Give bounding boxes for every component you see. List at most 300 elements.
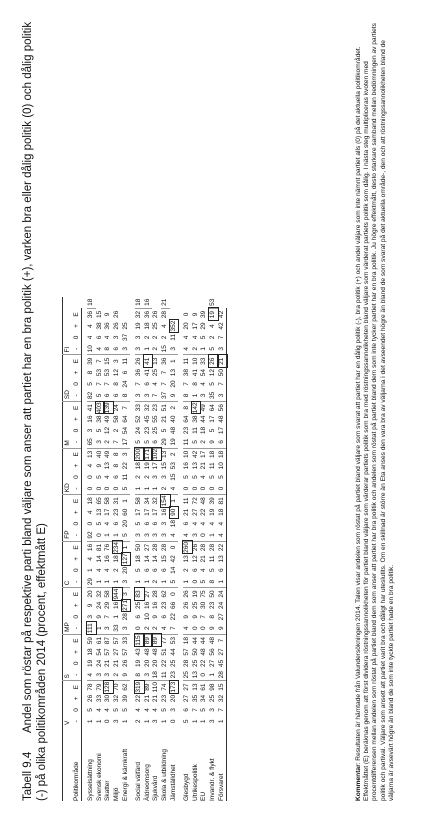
sub-header: - <box>73 576 82 588</box>
table-cell: 6 <box>191 568 199 573</box>
table-cell: 81 <box>95 543 103 552</box>
table-cell: 19 <box>209 308 218 320</box>
table-cell: 403 <box>95 402 103 414</box>
table-cell: 19 <box>208 508 216 516</box>
table-cell: 13 <box>183 555 191 563</box>
table-cell: 6 <box>104 390 113 402</box>
table-cell: 5 <box>121 708 129 712</box>
table-cell: 2 <box>152 335 160 340</box>
table-row <box>144 297 153 801</box>
sub-header: + <box>73 693 82 704</box>
table-cell: 3 <box>96 436 105 448</box>
sub-header: - <box>73 390 82 402</box>
table-row <box>152 297 161 801</box>
table-row <box>192 297 201 801</box>
table-cell: 2 <box>192 343 201 355</box>
table-cell: 4 <box>218 529 227 541</box>
sub-header: - <box>73 436 82 448</box>
table-cell: 6 <box>183 708 191 712</box>
table-cell: 5 <box>218 471 227 482</box>
area-label: Skatter <box>104 780 112 801</box>
table-cell: 27 <box>143 590 151 598</box>
table-row <box>87 297 96 801</box>
table-cell: 9 <box>218 622 227 634</box>
table-cell: 3 <box>112 359 120 364</box>
table-cell: 4 <box>191 521 199 526</box>
table-cell: 0 <box>192 483 201 495</box>
table-cell: 11 <box>183 436 192 448</box>
table-cell: 23 <box>143 426 151 435</box>
table-cell: 41 <box>191 368 199 377</box>
table-cell: 3 <box>135 529 144 541</box>
table-cell: 9 <box>191 614 199 619</box>
table-cell: 8 <box>183 405 191 410</box>
table-cell: 5 <box>170 576 179 588</box>
table-cell: 70 <box>112 683 120 691</box>
table-cell: 10 <box>87 343 96 355</box>
table-cell: 22 <box>200 508 208 516</box>
table-cell: 48 <box>200 497 208 505</box>
table-cell: 38 <box>95 415 103 423</box>
table-cell: 12 <box>208 368 216 377</box>
table-cell: 33 <box>200 357 208 365</box>
table-cell: 3 <box>135 343 144 355</box>
table-cell: 18 <box>152 669 161 681</box>
table-cell: 3 <box>218 390 227 402</box>
table-cell: 33 <box>113 622 122 634</box>
table-cell: 4 <box>143 708 151 712</box>
table-cell: 4 <box>183 622 192 634</box>
table-cell: 3 <box>208 719 216 724</box>
table-cell: 17 <box>208 415 216 423</box>
table-cell: 35 <box>209 390 218 402</box>
table-cell: 5 <box>183 475 191 479</box>
table-cell: 32 <box>95 590 103 598</box>
table-cell: 51 <box>160 648 168 656</box>
table-cell: 28 <box>121 613 129 621</box>
table-cell: 55 <box>152 415 160 423</box>
table-cell: 5 <box>192 436 201 448</box>
table-cell: 10 <box>218 460 227 471</box>
table-cell: 1 <box>87 568 95 573</box>
table-cell: 5 <box>96 390 105 402</box>
table-cell: 5 <box>135 436 144 448</box>
table-cell: 4 <box>87 557 95 561</box>
table-cell: 18 <box>143 322 151 330</box>
table-cell: 319 <box>135 681 143 693</box>
area-label: Svensk ekonomi <box>95 753 103 801</box>
table-cell: 2 <box>143 335 151 340</box>
sub-header: E <box>73 308 82 320</box>
table-cell: 28 <box>152 590 160 598</box>
table-cell: 41 <box>144 355 153 367</box>
table-cell: 24 <box>95 659 103 667</box>
table-cell: 22 <box>121 462 129 470</box>
table-cell: 8 <box>87 370 95 375</box>
table-cell: 2 <box>104 436 113 448</box>
table-cell: 7 <box>95 359 103 364</box>
table-cell: 21 <box>161 297 170 309</box>
table-cell: 1 <box>209 529 218 541</box>
table-cell: 171 <box>143 448 151 460</box>
table-cell: 5 <box>200 576 209 588</box>
table-cell: 41 <box>143 368 151 377</box>
table-cell: 8 <box>122 390 131 402</box>
table-cell: 11 <box>208 555 216 563</box>
table-cell: 5 <box>183 719 191 724</box>
table-cell: 0 <box>192 576 201 588</box>
table-cell: 16 <box>87 415 95 423</box>
table-cell: 9 <box>104 312 112 317</box>
table-row <box>183 297 192 801</box>
area-label: Utrikespolitik <box>191 764 199 801</box>
sub-header: E <box>73 541 82 553</box>
table-cell: 2 <box>113 669 122 681</box>
table-cell: 3 <box>112 335 120 340</box>
table-cell: 21 <box>112 659 120 667</box>
table-cell: 74 <box>160 683 168 691</box>
table-cell: 48 <box>200 648 208 656</box>
table-cell: 98 <box>208 683 216 691</box>
area-label: Sjukvård <box>152 775 160 801</box>
table-cell: 110 <box>152 681 160 693</box>
table-cell: 7 <box>160 382 168 386</box>
table-cell: 6 <box>143 382 151 386</box>
table-cell: 5 <box>95 475 103 479</box>
table-cell: 1 <box>121 719 129 724</box>
table-cell: 2 <box>112 568 120 573</box>
table-cell: 53 <box>169 462 177 470</box>
table-cell: 51 <box>160 404 168 412</box>
table-cell: 4 <box>87 324 95 328</box>
party-header: S <box>63 634 73 681</box>
table-cell: 28 <box>208 543 216 552</box>
table-cell: 2 <box>152 343 161 355</box>
table-row <box>135 297 144 801</box>
table-cell: 45 <box>143 415 151 423</box>
table-cell: 1 <box>104 529 113 541</box>
table-cell: 1 <box>218 716 227 727</box>
table-cell: 66 <box>169 601 177 610</box>
party-header: M <box>63 402 73 449</box>
sub-header: + <box>73 413 82 424</box>
table-cell: 39 <box>87 357 95 365</box>
table-cell: 18 <box>135 555 143 563</box>
table-cell: 4 <box>104 475 112 479</box>
table-cell: 27 <box>218 646 227 657</box>
table-cell: 9 <box>209 436 218 448</box>
table-cell: 13 <box>87 450 95 458</box>
table-cell: 3 <box>152 475 160 479</box>
sub-header: E <box>73 634 82 646</box>
sub-header: 0 <box>73 658 82 669</box>
table-cell: 12 <box>112 368 120 377</box>
table-cell: 7 <box>113 436 122 448</box>
party-header: KD <box>63 448 73 495</box>
table-cell: 4 <box>170 483 179 495</box>
table-cell: 27 <box>183 694 191 703</box>
table-cell: 3 <box>160 521 168 526</box>
table-cell: 5 <box>122 483 131 495</box>
table-cell: 4 <box>104 335 112 340</box>
comment-text: : Resultaten är hämtade från Valundersökningen 2014. Talen visar andelen som röstat på partiet bland väljare som svarat att partiet har en dålig politik (-), bra politik (+) och andel väljare som inte nämnt partiet alls (0) på det aktuella politikområdet. Effektmåttet (E) beräknas genom att först dividera röstningssannolikheten för partiet bland väljare som värderar partiets politik som bra med röstningssannolikheten bland väljare som värderat partiets politik som dålig. I nästa steg multipliceras kvoten med procentdifferensen mellan andelen som röstat på partiet bland dem som anser att partiet har bra politik och andelen som röstat på partiet bland dem som inte tycker partiet har en bra politik. Ju högre effektmått, desto starkare samband mellan bedömningen av partiets politik och partival. Väljare som ansett att partiet varit bra och dåligt har uteslutits. Om en skillnad är större än Eta anses den vara bra av väljarna i det avseendet högre än bland de som svarat på det aktuella område-, den och att röstningssannolikheten bland de väljarna är avsevärt högre än bland de som inte tyckte partiet hade en bra politik. <box>355 23 395 801</box>
table-cell: 4 <box>152 708 160 712</box>
table-cell: 18 <box>135 462 143 470</box>
table-cell: 10 <box>191 357 199 365</box>
table-cell: 3 <box>135 335 143 340</box>
table-cell: 33 <box>121 636 129 645</box>
table-cell: 17 <box>218 425 227 436</box>
table-cell: 14 <box>143 555 151 563</box>
table-cell: 9 <box>209 622 218 634</box>
party-header: MP <box>63 588 73 635</box>
table-cell: 61 <box>200 683 208 691</box>
table-cell: 1 <box>169 359 177 364</box>
table-cell: 0 <box>169 719 177 724</box>
table-cell: 0 <box>183 483 192 495</box>
table-cell: 83 <box>135 588 144 600</box>
table-cell: 20 <box>169 380 177 388</box>
table-cell: 1 <box>200 719 208 724</box>
table-cell: 56 <box>218 402 227 414</box>
table-cell: 7 <box>218 704 227 715</box>
table-cell: 3 <box>144 390 153 402</box>
table-cell: 3 <box>161 529 170 541</box>
table-cell: 54 <box>95 648 103 656</box>
table-cell: 3 <box>208 708 216 712</box>
table-cell: 20 <box>183 322 191 330</box>
table-cell: 0 <box>192 622 201 634</box>
table-cell: 21 <box>152 694 160 703</box>
table-cell: 4 <box>95 708 103 712</box>
table-cell: 24 <box>121 380 129 388</box>
table-cell: 58 <box>135 497 143 505</box>
table-cell: 2 <box>135 475 143 479</box>
table-cell: 3 <box>87 614 95 619</box>
table-cell: 36 <box>160 357 168 365</box>
table-cell: 7 <box>218 378 227 389</box>
table-cell: 27 <box>183 683 191 691</box>
table-cell: 4 <box>183 529 192 541</box>
sub-header: E <box>73 495 82 507</box>
table-cell: 4 <box>161 622 170 634</box>
table-cell: 25 <box>191 659 199 667</box>
table-cell: 2 <box>152 576 161 588</box>
table-cell: 57 <box>183 648 191 656</box>
table-cell: 5 <box>112 708 120 712</box>
table-cell: 944 <box>112 588 120 600</box>
table-cell: 142 <box>191 402 199 414</box>
table-cell: 0 <box>200 669 209 681</box>
table-cell: 1 <box>112 614 120 619</box>
table-cell: 5 <box>209 343 218 355</box>
table-cell: 2 <box>112 428 120 433</box>
area-header-spacer <box>63 727 73 801</box>
table-cell: 7 <box>183 382 191 386</box>
table-cell: 53 <box>104 368 112 377</box>
table-cell: 20 <box>152 659 160 667</box>
table-cell: 81 <box>218 495 227 507</box>
table-cell: 5 <box>95 428 103 433</box>
area-label: Miljö <box>112 787 120 801</box>
table-cell: 22 <box>160 659 168 667</box>
table-cell: 37 <box>161 390 170 402</box>
table-cell: 14 <box>95 555 103 563</box>
table-cell: 5 <box>160 708 168 712</box>
table-row <box>170 297 179 801</box>
table-cell: 115 <box>135 635 143 646</box>
table-cell: 6 <box>143 521 151 526</box>
table-cell: 32 <box>152 497 160 505</box>
table-cell: 21 <box>200 555 208 563</box>
table-cell: 0 <box>87 483 96 495</box>
table-cell: 0 <box>96 529 105 541</box>
table-cell: 19 <box>135 322 143 330</box>
party-header: C <box>63 541 73 588</box>
table-cell: 42 <box>218 308 227 320</box>
table-cell: 234 <box>112 542 120 553</box>
table-cell: 38 <box>191 415 199 423</box>
party-header: SD <box>63 355 73 402</box>
table-cell: 1 <box>161 576 170 588</box>
table-cell: 5 <box>191 475 199 479</box>
table-cell: 11 <box>121 357 129 365</box>
table-cell: 7 <box>170 622 179 634</box>
table-cell: 16 <box>87 543 95 552</box>
table-cell: 48 <box>169 426 177 435</box>
table-cell: 1 <box>200 343 209 355</box>
table-cell: 0 <box>169 592 177 596</box>
table-cell: 200 <box>135 448 143 460</box>
table-cell: 26 <box>209 355 218 367</box>
table-cell: 6 <box>143 568 151 573</box>
table-cell: 25 <box>169 659 177 667</box>
table-cell: 61 <box>95 636 103 645</box>
table-cell: 13 <box>169 368 177 377</box>
table-cell: 16 <box>183 462 191 470</box>
table-cell: 4 <box>160 324 168 328</box>
table-cell: 33 <box>135 404 143 412</box>
table-cell: 26 <box>112 310 120 318</box>
table-cell: 1 <box>87 719 95 724</box>
table-cell: 25 <box>152 322 160 330</box>
table-cell: 9 <box>152 614 160 619</box>
table-cell: 1 <box>209 669 218 681</box>
table-cell: 18 <box>135 297 144 309</box>
table-cell: 36 <box>143 311 151 319</box>
table-cell: 3 <box>112 719 120 724</box>
table-cell: 1 <box>104 576 113 588</box>
table-cell: 20 <box>169 694 177 703</box>
table-cell: 65 <box>87 436 96 448</box>
table-cell: 27 <box>191 508 199 516</box>
table-cell: 92 <box>87 529 96 541</box>
table-cell: 41 <box>87 404 95 412</box>
table-cell: 7 <box>160 370 168 375</box>
table-cell: 16 <box>144 297 153 309</box>
table-cell: 18 <box>87 297 96 309</box>
table-cell: 0 <box>96 483 105 495</box>
sub-header: + <box>73 600 82 611</box>
table-cell: 5 <box>87 382 95 386</box>
table-cell: 48 <box>143 648 151 656</box>
table-cell: 3 <box>144 669 153 681</box>
table-cell: 15 <box>161 343 170 355</box>
table-cell: 3 <box>218 343 227 355</box>
table-cell: 1 <box>113 529 122 541</box>
table-cell: 5 <box>200 708 208 712</box>
table-cell: 38 <box>95 322 103 330</box>
table-cell: 2 <box>169 405 177 410</box>
table-cell: 29 <box>87 576 96 588</box>
table-cell: 28 <box>152 543 160 552</box>
table-cell: 0 <box>169 545 177 550</box>
table-cell: 32 <box>112 694 120 703</box>
table-cell: 4 <box>152 382 160 386</box>
table-cell: 7 <box>95 382 103 386</box>
table-cell: 17 <box>122 436 131 448</box>
table-cell: 27 <box>143 543 151 552</box>
sub-header: + <box>73 460 82 471</box>
table-cell: 1 <box>96 622 105 634</box>
table-cell: 4 <box>200 521 208 526</box>
table-cell: 139 <box>104 402 112 414</box>
table-cell: 4 <box>104 708 112 712</box>
table-cell: 19 <box>191 590 199 598</box>
table-caption: Andel som röstar på respektive parti bland väljare som anser att partiet har en bra politik (+), varken bra eller dålig politik (0) och dålig politik (-) på olika politikområden 2014 (procent, effektmått E) <box>22 21 48 801</box>
table-cell: 26 <box>183 590 191 598</box>
table-cell: 49 <box>104 450 112 458</box>
table-cell: 9 <box>183 614 191 619</box>
table-cell: 82 <box>87 390 96 402</box>
table-cell: 1 <box>96 576 105 588</box>
sub-header: 0 <box>73 565 82 576</box>
table-cell: 9 <box>95 463 103 468</box>
table-cell: 3 <box>104 622 113 634</box>
table-cell: 5 <box>160 428 168 433</box>
table-cell: 1 <box>144 343 153 355</box>
table-cell: 20 <box>87 590 95 598</box>
table-cell: 3 <box>87 428 95 433</box>
table-cell: 11 <box>161 669 170 681</box>
table-cell: 23 <box>160 694 168 703</box>
sub-header: 0 <box>73 332 82 343</box>
table-cell: 26 <box>191 543 199 552</box>
table-cell: 16 <box>143 601 151 610</box>
table-cell: 2 <box>135 719 143 724</box>
table-cell: 1 <box>218 576 227 588</box>
table-cell: 26 <box>112 322 120 330</box>
table-cell: 4 <box>200 475 208 479</box>
table-cell: 24 <box>112 404 120 412</box>
table-cell: 22 <box>218 541 227 553</box>
table-cell: 39 <box>121 694 129 703</box>
table-cell: 6 <box>112 475 120 479</box>
table-cell: 6 <box>152 521 160 526</box>
table-cell: 64 <box>208 404 216 412</box>
table-cell: 64 <box>121 415 129 423</box>
sub-header: - <box>73 529 82 541</box>
table-cell: 260 <box>183 542 191 553</box>
table-cell: 17 <box>152 508 160 516</box>
sub-header: 0 <box>73 471 82 482</box>
table-cell: 1 <box>192 390 201 402</box>
table-cell: 23 <box>160 601 168 610</box>
table-cell: 173 <box>169 681 177 693</box>
table-cell: 6 <box>152 568 160 573</box>
table-cell: 0 <box>200 529 209 541</box>
table-row <box>209 297 218 801</box>
